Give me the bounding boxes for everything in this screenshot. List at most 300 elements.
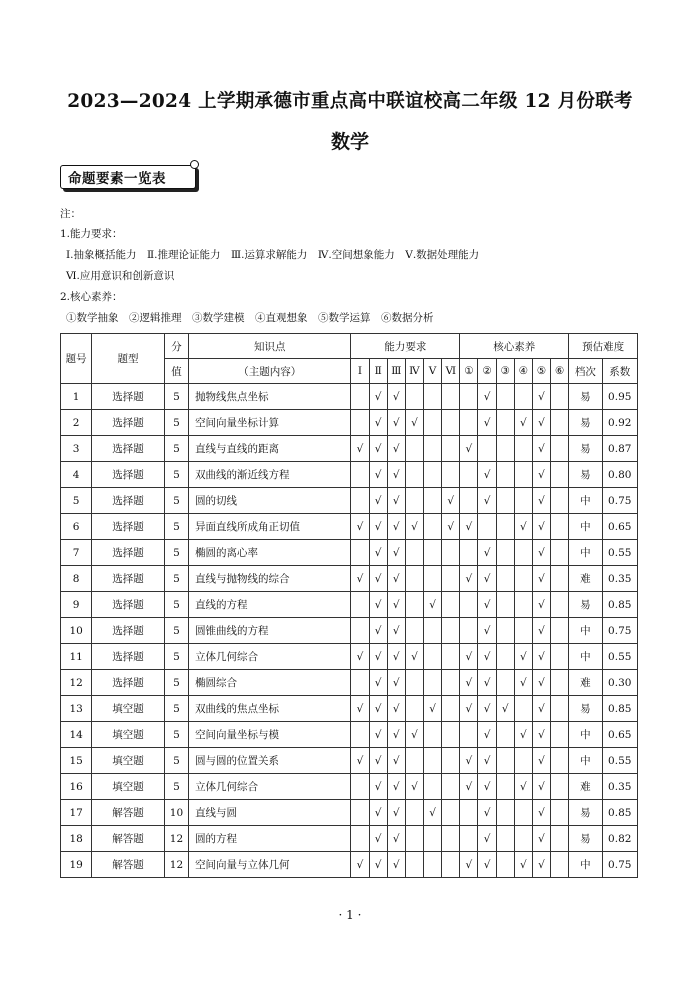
ability-check-4 [405,670,423,696]
requirements-table [60,333,638,878]
banner-label: 命题要素一览表 [68,171,166,187]
knowledge-point: 立体几何综合 [189,774,351,800]
ability-check-3: √ [387,410,405,436]
question-type: 选择题 [92,488,165,514]
ability-check-2: √ [369,566,387,592]
ability-check-6 [442,644,460,670]
ability-check-6 [442,748,460,774]
core-check-6 [551,384,569,410]
core-check-6 [551,670,569,696]
difficulty-coef: 0.95 [602,384,638,410]
knowledge-point: 椭圆的离心率 [189,540,351,566]
question-number: 6 [61,514,92,540]
question-type: 选择题 [92,670,165,696]
core-check-4: √ [514,410,532,436]
core-check-3 [496,592,514,618]
core-check-4 [514,826,532,852]
core-check-4 [514,592,532,618]
ability-check-6 [442,722,460,748]
core-check-5: √ [532,644,550,670]
ability-check-2: √ [369,748,387,774]
ability-check-4: √ [405,410,423,436]
question-type: 解答题 [92,826,165,852]
core-check-5: √ [532,852,550,878]
ability-check-1 [351,826,369,852]
question-number: 4 [61,462,92,488]
question-type: 选择题 [92,514,165,540]
core-check-2: √ [478,696,496,722]
question-type: 选择题 [92,540,165,566]
core-check-1 [460,800,478,826]
table-row [61,644,638,670]
knowledge-point: 直线与圆 [189,800,351,826]
ability-check-3: √ [387,748,405,774]
core-col-1: ① [460,359,478,384]
core-check-4: √ [514,852,532,878]
difficulty-level: 中 [569,514,602,540]
ability-check-3: √ [387,618,405,644]
core-check-5: √ [532,774,550,800]
core-check-3 [496,384,514,410]
core-check-3 [496,514,514,540]
knowledge-point: 空间向量坐标计算 [189,410,351,436]
question-type: 选择题 [92,436,165,462]
question-number: 18 [61,826,92,852]
header-coef: 系数 [602,359,638,384]
core-check-2 [478,514,496,540]
ability-check-2: √ [369,774,387,800]
core-check-2: √ [478,566,496,592]
core-check-6 [551,748,569,774]
ability-check-3: √ [387,540,405,566]
core-check-1 [460,722,478,748]
ability-check-5 [423,436,441,462]
ability-col-3: Ⅲ [387,359,405,384]
ability-check-5 [423,748,441,774]
table-body [61,384,638,878]
ability-check-4: √ [405,774,423,800]
core-check-5: √ [532,696,550,722]
ability-check-3: √ [387,670,405,696]
table-row [61,514,638,540]
ability-check-3: √ [387,774,405,800]
core-check-4: √ [514,514,532,540]
ability-check-6 [442,774,460,800]
ability-check-2: √ [369,852,387,878]
core-check-2: √ [478,852,496,878]
knowledge-point: 圆锥曲线的方程 [189,618,351,644]
ability-check-3: √ [387,826,405,852]
question-score: 5 [164,566,188,592]
ability-check-6 [442,592,460,618]
difficulty-coef: 0.65 [602,514,638,540]
core-check-3 [496,410,514,436]
core-check-2 [478,436,496,462]
difficulty-level: 中 [569,748,602,774]
difficulty-level: 易 [569,384,602,410]
table-row [61,410,638,436]
core-check-6 [551,514,569,540]
question-number: 2 [61,410,92,436]
knowledge-point: 双曲线的渐近线方程 [189,462,351,488]
difficulty-coef: 0.87 [602,436,638,462]
core-check-2: √ [478,618,496,644]
core-check-4 [514,566,532,592]
core-check-4 [514,540,532,566]
notes-label: 注： [60,208,81,220]
table-row [61,670,638,696]
difficulty-level: 易 [569,410,602,436]
difficulty-level: 中 [569,540,602,566]
core-check-4 [514,384,532,410]
question-number: 14 [61,722,92,748]
table-row [61,618,638,644]
ability-check-4 [405,436,423,462]
ability-check-3: √ [387,852,405,878]
header-num: 题号 [61,334,92,384]
knowledge-point: 椭圆综合 [189,670,351,696]
core-check-2: √ [478,722,496,748]
core-check-1: √ [460,696,478,722]
ability-check-4 [405,826,423,852]
core-check-1 [460,618,478,644]
knowledge-point: 空间向量与立体几何 [189,852,351,878]
question-type: 填空题 [92,748,165,774]
core-check-3 [496,670,514,696]
ability-check-1: √ [351,696,369,722]
question-number: 12 [61,670,92,696]
ability-check-2: √ [369,436,387,462]
question-score: 5 [164,774,188,800]
core-check-1: √ [460,670,478,696]
core-check-1: √ [460,566,478,592]
core-check-5: √ [532,488,550,514]
ability-col-6: Ⅵ [442,359,460,384]
question-number: 17 [61,800,92,826]
core-check-5: √ [532,514,550,540]
question-type: 填空题 [92,774,165,800]
core-check-6 [551,540,569,566]
core-check-3 [496,436,514,462]
question-score: 5 [164,436,188,462]
ability-check-2: √ [369,670,387,696]
core-check-4 [514,800,532,826]
ability-check-2: √ [369,826,387,852]
core-check-5: √ [532,826,550,852]
ability-check-2: √ [369,800,387,826]
core-check-1 [460,592,478,618]
core-check-2: √ [478,410,496,436]
ability-check-3: √ [387,384,405,410]
ability-check-5 [423,514,441,540]
table-row [61,436,638,462]
core-check-4: √ [514,670,532,696]
ability-check-5 [423,774,441,800]
core-check-6 [551,410,569,436]
ability-check-3: √ [387,488,405,514]
core-check-5: √ [532,670,550,696]
table-row [61,800,638,826]
core-check-1 [460,384,478,410]
ability-col-5: Ⅴ [423,359,441,384]
ability-check-4: √ [405,722,423,748]
core-check-3 [496,852,514,878]
difficulty-coef: 0.82 [602,826,638,852]
ability-check-2: √ [369,696,387,722]
ability-check-2: √ [369,644,387,670]
ability-check-6 [442,384,460,410]
question-number: 16 [61,774,92,800]
core-check-2: √ [478,800,496,826]
ability-check-1: √ [351,566,369,592]
core-check-5: √ [532,462,550,488]
question-number: 13 [61,696,92,722]
ability-check-2: √ [369,540,387,566]
ability-check-2: √ [369,462,387,488]
difficulty-level: 易 [569,436,602,462]
ability-check-4 [405,696,423,722]
ability-check-5 [423,852,441,878]
ability-check-5: √ [423,800,441,826]
ability-check-5: √ [423,696,441,722]
core-col-5: ⑤ [532,359,550,384]
ability-check-4 [405,592,423,618]
ability-check-4: √ [405,514,423,540]
core-check-4 [514,618,532,644]
difficulty-coef: 0.80 [602,462,638,488]
ability-check-6 [442,540,460,566]
core-check-6 [551,774,569,800]
question-type: 选择题 [92,566,165,592]
question-number: 10 [61,618,92,644]
ability-check-5 [423,644,441,670]
ability-check-2: √ [369,722,387,748]
ability-check-2: √ [369,488,387,514]
core-check-6 [551,618,569,644]
core-line: ①数学抽象 ②逻辑推理 ③数学建模 ④直观想象 ⑤数学运算 ⑥数据分析 [66,312,434,324]
ability-check-1: √ [351,644,369,670]
page-number: · 1 · [338,908,362,922]
ability-col-1: Ⅰ [351,359,369,384]
ability-check-1 [351,384,369,410]
document-title: 2023—2024 上学期承德市重点高中联谊校高二年级 12 月份联考 [67,91,633,112]
difficulty-level: 易 [569,696,602,722]
difficulty-level: 中 [569,852,602,878]
difficulty-coef: 0.55 [602,748,638,774]
question-score: 5 [164,618,188,644]
ability-check-1: √ [351,514,369,540]
ability-check-2: √ [369,514,387,540]
core-check-3 [496,722,514,748]
question-score: 5 [164,540,188,566]
header-score-top: 分 [164,334,188,359]
question-score: 5 [164,592,188,618]
header-score-bottom: 值 [164,359,188,384]
ability-check-6 [442,800,460,826]
ability-col-4: Ⅳ [405,359,423,384]
scroll-curl-icon [190,160,199,169]
table-row [61,566,638,592]
ability-check-1 [351,722,369,748]
difficulty-level: 难 [569,566,602,592]
table-row [61,384,638,410]
ability-check-6 [442,462,460,488]
ability-check-3: √ [387,462,405,488]
difficulty-coef: 0.55 [602,644,638,670]
ability-check-5 [423,826,441,852]
core-check-1: √ [460,852,478,878]
ability-check-4 [405,800,423,826]
core-check-2: √ [478,592,496,618]
ability-check-1 [351,618,369,644]
core-check-3 [496,644,514,670]
core-check-1 [460,488,478,514]
ability-line-2: Ⅵ.应用意识和创新意识 [66,270,175,282]
ability-check-4 [405,488,423,514]
difficulty-level: 难 [569,774,602,800]
question-type: 解答题 [92,800,165,826]
core-check-1: √ [460,748,478,774]
ability-check-2: √ [369,592,387,618]
question-number: 15 [61,748,92,774]
table-row [61,462,638,488]
ability-check-1 [351,410,369,436]
core-check-6 [551,462,569,488]
ability-check-6 [442,696,460,722]
core-check-1 [460,826,478,852]
header-ability: 能力要求 [351,334,460,359]
difficulty-level: 易 [569,800,602,826]
ability-check-1 [351,540,369,566]
ability-check-4: √ [405,644,423,670]
ability-check-5 [423,488,441,514]
question-number: 11 [61,644,92,670]
table-row [61,748,638,774]
ability-check-3: √ [387,644,405,670]
ability-check-3: √ [387,800,405,826]
core-check-4: √ [514,774,532,800]
section-banner [60,165,194,189]
core-check-6 [551,488,569,514]
table-row [61,852,638,878]
ability-check-6: √ [442,514,460,540]
core-check-3 [496,800,514,826]
difficulty-level: 易 [569,462,602,488]
ability-check-1 [351,488,369,514]
ability-check-4 [405,566,423,592]
ability-check-6 [442,436,460,462]
difficulty-coef: 0.65 [602,722,638,748]
knowledge-point: 圆与圆的位置关系 [189,748,351,774]
core-check-5: √ [532,748,550,774]
ability-check-5 [423,670,441,696]
core-check-2: √ [478,748,496,774]
table-row [61,488,638,514]
ability-check-4 [405,384,423,410]
difficulty-level: 易 [569,826,602,852]
core-check-1: √ [460,644,478,670]
difficulty-level: 中 [569,488,602,514]
core-check-6 [551,592,569,618]
core-check-3 [496,462,514,488]
core-check-3 [496,826,514,852]
ability-check-2: √ [369,410,387,436]
header-level: 档次 [569,359,602,384]
difficulty-coef: 0.85 [602,800,638,826]
ability-check-4 [405,462,423,488]
header-core: 核心素养 [460,334,569,359]
ability-check-4 [405,618,423,644]
core-check-1 [460,410,478,436]
ability-check-1: √ [351,852,369,878]
ability-check-1 [351,670,369,696]
question-type: 选择题 [92,592,165,618]
difficulty-coef: 0.92 [602,410,638,436]
question-number: 8 [61,566,92,592]
core-check-1: √ [460,514,478,540]
difficulty-coef: 0.55 [602,540,638,566]
difficulty-level: 难 [569,670,602,696]
ability-check-4 [405,852,423,878]
core-check-3 [496,748,514,774]
table-row [61,696,638,722]
core-check-2: √ [478,462,496,488]
core-check-2: √ [478,540,496,566]
ability-check-1: √ [351,748,369,774]
ability-check-3: √ [387,592,405,618]
question-score: 12 [164,852,188,878]
ability-check-5 [423,410,441,436]
ability-check-5 [423,462,441,488]
question-number: 7 [61,540,92,566]
core-check-6 [551,826,569,852]
knowledge-point: 立体几何综合 [189,644,351,670]
ability-check-1 [351,800,369,826]
ability-check-6 [442,410,460,436]
ability-check-5 [423,540,441,566]
question-score: 10 [164,800,188,826]
core-check-1: √ [460,774,478,800]
ability-col-2: Ⅱ [369,359,387,384]
table-row [61,774,638,800]
core-check-6 [551,722,569,748]
ability-check-3: √ [387,696,405,722]
question-score: 5 [164,722,188,748]
question-type: 选择题 [92,410,165,436]
question-score: 5 [164,696,188,722]
core-check-1: √ [460,436,478,462]
core-check-6 [551,436,569,462]
question-number: 1 [61,384,92,410]
table-row [61,592,638,618]
question-score: 5 [164,644,188,670]
core-check-1 [460,540,478,566]
ability-check-5: √ [423,592,441,618]
ability-check-6 [442,670,460,696]
core-check-3 [496,540,514,566]
core-check-3: √ [496,696,514,722]
core-check-3 [496,566,514,592]
core-check-5: √ [532,800,550,826]
core-check-4: √ [514,722,532,748]
knowledge-point: 直线与直线的距离 [189,436,351,462]
ability-check-4 [405,540,423,566]
question-type: 选择题 [92,462,165,488]
question-score: 12 [164,826,188,852]
question-number: 9 [61,592,92,618]
question-score: 5 [164,488,188,514]
core-check-2: √ [478,826,496,852]
